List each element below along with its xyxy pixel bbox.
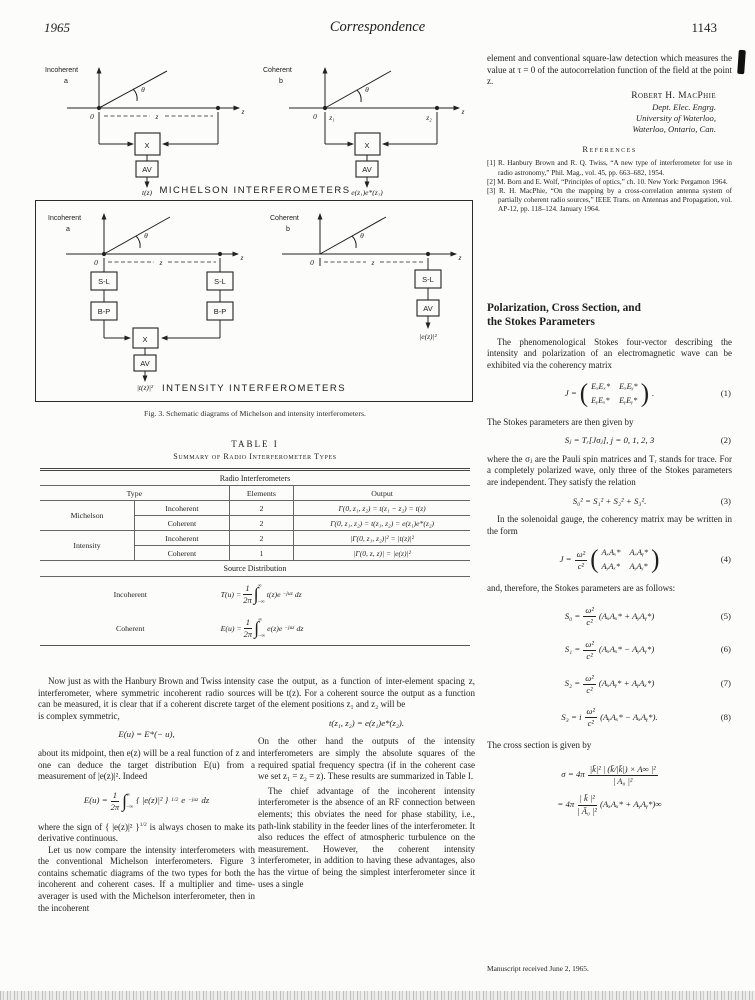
diagram-wiring bbox=[66, 214, 238, 381]
paragraph: In the solenoidal gauge, the coherency matrix may be written in the form bbox=[487, 514, 732, 536]
eq-exponent: −juz bbox=[188, 797, 199, 804]
integral: ∫ ∞ −∞ bbox=[122, 791, 134, 812]
author-affiliation: University of Waterloo, bbox=[635, 112, 716, 123]
equation-number: (5) bbox=[720, 610, 731, 621]
square-law-box-label: S-L bbox=[214, 277, 226, 286]
col-header-output: Output bbox=[294, 486, 470, 501]
eq-end: . bbox=[652, 388, 655, 399]
theta-label: θ bbox=[360, 231, 364, 240]
equation-number: (1) bbox=[720, 388, 731, 399]
square-law-box-label: S-L bbox=[98, 277, 110, 286]
source-row bbox=[40, 577, 470, 611]
source-equation bbox=[221, 617, 304, 640]
paragraph: where the sign of { |e(z)|² }$^{1/2}$ is always chosen to make its derivative continuous. bbox=[38, 821, 256, 844]
header-page-number: 1143 bbox=[691, 20, 717, 35]
diagram-sublabel: a bbox=[64, 78, 68, 85]
bandpass-box-label: B-P bbox=[213, 307, 227, 316]
diagram-sublabel: b bbox=[286, 226, 290, 233]
manuscript-footnote: Manuscript received June 2, 1965. bbox=[487, 964, 589, 973]
source-distribution-section bbox=[40, 561, 470, 646]
elements-cell: 2 bbox=[229, 531, 294, 546]
col-header-elements: Elements bbox=[229, 486, 294, 501]
output-label: |e(z)|² bbox=[419, 332, 437, 341]
figure-3 bbox=[35, 54, 475, 402]
bandpass-box-label: B-P bbox=[97, 307, 111, 316]
paragraph: element and conventional square-law detection which measures the value at τ = 0 of the autocorrelation function of the field at the point z. bbox=[487, 53, 732, 87]
source-mode: Coherent bbox=[116, 623, 145, 633]
matrix: AₓAₓ* AₓAᵧ* AᵧAₓ* AᵧAᵧ* bbox=[601, 548, 649, 571]
eq-lhs: E(u) = bbox=[83, 795, 108, 806]
figure-caption: Fig. 3. Schematic diagrams of Michelson and intensity interferometers. bbox=[144, 409, 366, 418]
table-title: TABLE I bbox=[231, 439, 279, 449]
origin-label: 0 bbox=[94, 258, 98, 267]
integral: ∫ ∞ −∞ bbox=[253, 583, 265, 605]
paragraph: The chief advantage of the incoherent intensity interferometer is the absence of an RF connection between elements; this obviates the need for phase stability, i.e., path-link stability in the feeder lines of the interferometer. It also reduces the effect of atmospheric turbulence on the measurement. However, the coherent intensity interferometer, in addition to having these advantages, also has the virtue of being the simplest interferometer since it uses a single bbox=[258, 785, 475, 889]
averager-box-label: AV bbox=[142, 165, 152, 174]
equation-5: S₀ = $\frac{\text{ω²}}{\text{c²}}$ (AₓAₓ* + AᵧAᵧ*) (5) bbox=[564, 605, 731, 628]
origin-label: 0 bbox=[313, 112, 317, 121]
source-equation bbox=[221, 583, 302, 606]
author-affiliation: Waterloo, Ontario, Can. bbox=[632, 123, 716, 134]
paragraph: The cross section is given by bbox=[487, 740, 592, 751]
mode-cell: Coherent bbox=[135, 516, 230, 531]
paragraph: where the σⱼ are the Pauli spin matrices and Tᵣ stands for trace. For a completely polarized wave, only three of the Stokes parameters are independent. They satisfy the relation bbox=[487, 453, 732, 487]
equation-1 bbox=[487, 381, 732, 406]
fraction: $\frac{\text{|k̄|² | (k̄/|k̄|) × A∞ |²}}{\text{| A₀ |²}}$ bbox=[589, 763, 656, 786]
theta-label: θ bbox=[144, 231, 148, 240]
equation-number: (4) bbox=[720, 554, 731, 565]
z1-label: z₁ bbox=[329, 113, 335, 122]
intensity-caption: INTENSITY INTERFEROMETERS bbox=[161, 383, 347, 394]
multiplier-box-label: X bbox=[144, 141, 150, 150]
diagram-intensity-coherent bbox=[250, 204, 468, 394]
scan-ink-artifact bbox=[737, 50, 746, 74]
eq-body: { |e(z)|² } bbox=[136, 795, 169, 806]
diagram-michelson-coherent bbox=[251, 56, 471, 196]
source-row bbox=[40, 611, 470, 645]
eq-lhs: = 4π bbox=[557, 799, 575, 810]
source-distribution-header: Source Distribution bbox=[40, 561, 470, 577]
cross-section-equation bbox=[487, 764, 732, 787]
axis-label: z bbox=[241, 107, 245, 116]
section-title: Polarization, Cross Section, and the Stokes Parameters bbox=[487, 301, 641, 328]
equation-number: (8) bbox=[720, 711, 731, 722]
output-cell: Γ(0, z₁, z₂) = t(z₁, z₂) = e(z₁)e*(z₂) bbox=[294, 516, 470, 531]
diagram-sublabel: b bbox=[279, 78, 283, 85]
scan-bottom-artifact bbox=[0, 991, 755, 1000]
multiplier-box-label: X bbox=[142, 335, 148, 344]
equation-3: S₀² = S₁² + S₂² + S₃². (3) bbox=[572, 495, 731, 506]
eq-lhs: E(u) = bbox=[220, 623, 242, 633]
fraction: $\frac{\text{ω²}}{\text{c²}}$ bbox=[576, 548, 586, 571]
signature-block bbox=[487, 91, 732, 135]
eq-lhs: σ = 4π bbox=[561, 769, 585, 780]
z2-label: z₂ bbox=[426, 113, 432, 122]
equation: t(z₁, z₂) = e(z₁)e*(z₂). bbox=[328, 717, 405, 728]
output-cell: |Γ(0, z, z)| = |e(z)|² bbox=[294, 546, 470, 561]
diagram-wiring bbox=[67, 68, 239, 187]
paren-right: ) bbox=[651, 544, 660, 574]
eq-end: dz bbox=[294, 589, 302, 599]
references-heading: References bbox=[582, 143, 637, 154]
source-mode: Incoherent bbox=[113, 589, 147, 599]
mode-cell: Coherent bbox=[135, 546, 230, 561]
spacing-label: z bbox=[371, 258, 375, 267]
fraction: $\frac{1}{2\pi}$ bbox=[110, 789, 120, 812]
eq-body: t(z)e bbox=[266, 589, 281, 599]
diagram-label: Coherent bbox=[263, 67, 292, 74]
table-group-header: Radio Interferometers bbox=[40, 470, 470, 486]
paragraph: case the output, as a function of inter-element spacing z, will be t(z). For a coherent source the output as a function of the element positions z₁ and z₂ will be bbox=[258, 676, 475, 710]
axis-label: z bbox=[461, 107, 465, 116]
output-label: |t(z)|² bbox=[136, 383, 154, 392]
author-name: Robert H. MacPhie bbox=[631, 90, 716, 101]
eq-exponent: −juz bbox=[284, 625, 295, 631]
eq-lhs: J = bbox=[564, 388, 577, 399]
table-row bbox=[40, 531, 470, 546]
type-cell: Michelson bbox=[40, 501, 135, 531]
paragraph: Now just as with the Hanbury Brown and Twiss intensity interferometer, where symmetric incoherent radio sources can be measured, it is clear that if a coherent discrete target is complex symmetric, bbox=[38, 676, 255, 721]
diagram-label: Incoherent bbox=[45, 67, 79, 74]
michelson-caption: MICHELSON INTERFEROMETERS bbox=[159, 185, 351, 196]
paragraph: The phenomenological Stokes four-vector describing the intensity and polarization of an electromagnetic wave can be exhibited via the coherency matrix bbox=[487, 336, 732, 370]
spacing-label: z bbox=[159, 258, 163, 267]
equation-number: (7) bbox=[720, 678, 731, 689]
output-label: e(z₁)e*(z₂) bbox=[351, 188, 383, 196]
reference-item: [2] M. Born and E. Wolf, “Principles of optics,” ch. 10. New York: Pergamon 1964. bbox=[487, 177, 728, 186]
diagram-michelson-incoherent bbox=[37, 56, 249, 196]
type-cell: Intensity bbox=[40, 531, 135, 561]
paragraph: about its midpoint, then e(z) will be a real function of z and one can deduce the target distribution E(u) from a measurement of |e(z)|². Indeed bbox=[38, 747, 255, 782]
equation: E(u) = E*(− u), bbox=[118, 729, 175, 740]
paren-left: ( bbox=[590, 544, 599, 574]
text-column-2 bbox=[258, 676, 475, 890]
intensity-figure-box bbox=[35, 200, 473, 402]
diagram-label: Coherent bbox=[270, 215, 299, 222]
diagram-sublabel: a bbox=[66, 226, 70, 233]
fraction: $\frac{1}{2\pi}$ bbox=[243, 582, 252, 605]
equation-number: (3) bbox=[720, 495, 731, 506]
header-running-title: Correspondence bbox=[329, 19, 426, 35]
author-affiliation: Dept. Elec. Engrg. bbox=[652, 101, 716, 112]
origin-label: 0 bbox=[90, 112, 94, 121]
theta-label: θ bbox=[141, 85, 145, 94]
cross-section-equation-2 bbox=[487, 793, 732, 816]
eq-exponent: 1/2 bbox=[171, 797, 179, 804]
paragraph: Let us now compare the intensity interferometers with the conventional Michelson interferometers. Figure 3 contains schematic diagrams of the two types for both the incoherent and coherent cases. If a multiplier and time-averager is used with the Michelson interferometer, then in the incoherent bbox=[38, 844, 255, 913]
diagram-label: Incoherent bbox=[48, 215, 82, 222]
averager-box-label: AV bbox=[362, 165, 372, 174]
equation bbox=[38, 790, 255, 813]
multiplier-box-label: X bbox=[364, 141, 370, 150]
eq-body: e(z)e bbox=[267, 623, 283, 633]
reference-item: [1] R. Hanbury Brown and R. Q. Twiss, “A new type of interferometer for use in radio astronomy,” Phil. Mag., vol. 45, pp. 663–682, 1954. bbox=[487, 159, 732, 177]
theta-label: θ bbox=[365, 85, 369, 94]
equation-number: (2) bbox=[720, 435, 731, 446]
mode-cell: Incoherent bbox=[135, 501, 230, 516]
elements-cell: 2 bbox=[229, 516, 294, 531]
matrix: EₓEₓ* EₓEᵧ* EᵧEₓ* EᵧEᵧ* bbox=[591, 382, 638, 405]
output-cell: |Γ(0, z₁, z₂)|² = |t(z)|² bbox=[294, 531, 470, 546]
output-label: t(z) bbox=[142, 188, 152, 196]
axis-label: z bbox=[458, 253, 462, 262]
eq-lhs: J = bbox=[559, 554, 572, 565]
col-header-type: Type bbox=[40, 486, 229, 501]
equation-number: (6) bbox=[720, 644, 731, 655]
fraction: $\frac{1}{2\pi}$ bbox=[243, 616, 253, 639]
eq-body: (AₓAₓ* + AᵧAᵧ*)∞ bbox=[599, 799, 662, 810]
equation-7: S₂ = $\frac{\text{ω²}}{\text{c²}}$ (AₓAᵧ* + AᵧAₓ*) (7) bbox=[564, 672, 731, 695]
table-subtitle: Summary of Radio Interferometer Types bbox=[173, 452, 337, 461]
integral: ∫ ∞ −∞ bbox=[254, 617, 266, 639]
text-column-1 bbox=[38, 676, 255, 914]
table-row bbox=[40, 501, 470, 516]
square-law-box-label: S-L bbox=[422, 275, 434, 284]
equation-8: S₃ = i $\frac{\text{ω²}}{\text{c²}}$ (AᵧAₓ* − AₓAᵧ*). (8) bbox=[561, 706, 731, 729]
fraction: $\frac{\text{| k̄ |²}}{\text{| Ā₀ |²}}$ bbox=[577, 793, 597, 816]
eq-exponent: −juz bbox=[282, 591, 293, 597]
averager-box-label: AV bbox=[140, 359, 150, 368]
elements-cell: 2 bbox=[229, 501, 294, 516]
table-1 bbox=[40, 468, 470, 646]
paragraph: The Stokes parameters are then given by bbox=[487, 416, 634, 427]
eq-body: e bbox=[181, 795, 186, 806]
axis-label: z bbox=[240, 253, 244, 262]
eq-end: dz bbox=[296, 623, 304, 633]
reference-item: [3] R. H. MacPhie, “On the mapping by a cross-correlation antenna system of partially coherent radio sources,” IEEE Trans. on Antennas and Propagation, vol. AP-12, pp. 118–124. January 1964. bbox=[487, 186, 732, 214]
elements-cell: 1 bbox=[229, 546, 294, 561]
equation-6: S₁ = $\frac{\text{ω²}}{\text{c²}}$ (AₓAₓ* − AᵧAᵧ*) (6) bbox=[564, 638, 731, 661]
paren-right: ) bbox=[640, 379, 650, 408]
text-column-3 bbox=[487, 53, 732, 823]
paragraph: On the other hand the outputs of the intensity interferometers are simply the absolute squares of the required spatial frequency spectra (if in the coherent case we set z₁ = z₂ = z). These results are summarized in Table I. bbox=[258, 736, 475, 782]
paren-left: ( bbox=[579, 379, 589, 408]
mode-cell: Incoherent bbox=[135, 531, 230, 546]
origin-label: 0 bbox=[310, 258, 314, 267]
diagram-intensity-incoherent bbox=[38, 204, 248, 394]
averager-box-label: AV bbox=[423, 304, 433, 313]
output-cell: Γ(0, z₁, z₂) = t(z₁ − z₂) = t(z) bbox=[294, 501, 470, 516]
header-year: 1965 bbox=[44, 20, 70, 35]
eq-end: dz bbox=[201, 795, 210, 806]
spacing-label: z bbox=[155, 112, 159, 121]
equation-2: Sⱼ = Tᵣ[Jσⱼ], j = 0, 1, 2, 3 (2) bbox=[564, 435, 731, 446]
eq-lhs: T(u) = bbox=[220, 589, 242, 599]
paragraph: and, therefore, the Stokes parameters are as follows: bbox=[487, 582, 676, 593]
equation-4 bbox=[487, 544, 732, 574]
diagram-wiring bbox=[289, 68, 459, 187]
